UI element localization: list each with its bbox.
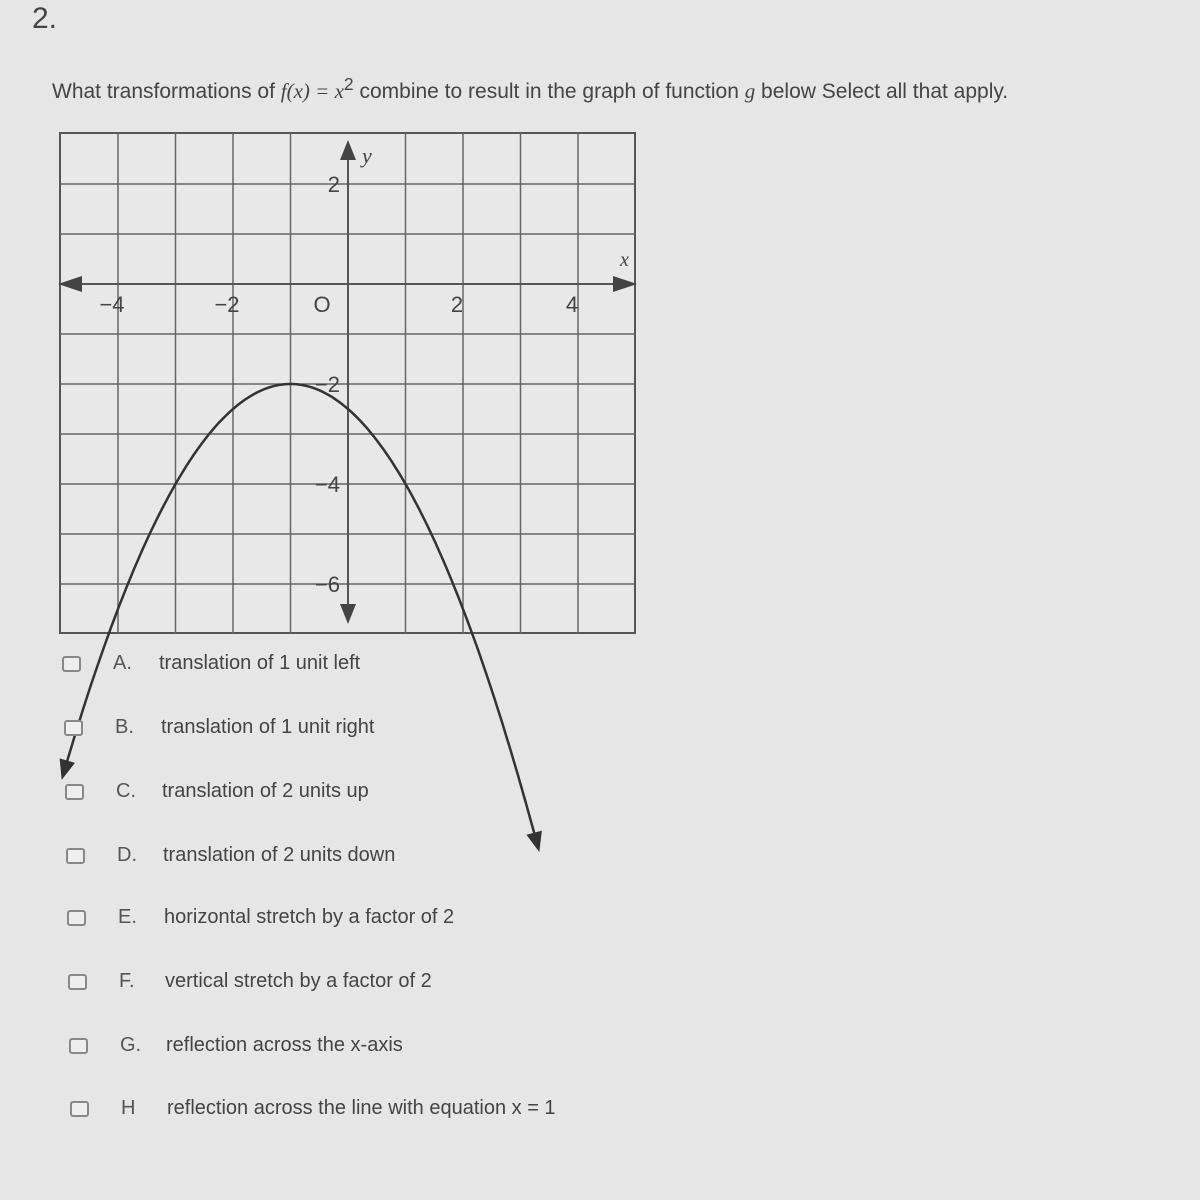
- y-tick-label: 2: [327, 172, 340, 197]
- x-tick-label: 2: [450, 292, 464, 317]
- choice-d-checkbox[interactable]: [66, 848, 85, 864]
- choice-h-checkbox[interactable]: [70, 1101, 89, 1117]
- choice-f-text: vertical stretch by a factor of 2: [165, 970, 432, 992]
- choice-a-letter: A.: [113, 652, 132, 674]
- choice-d-text: translation of 2 units down: [163, 844, 396, 866]
- x-tick-label: 4: [565, 292, 579, 317]
- choice-b[interactable]: [64, 716, 374, 739]
- choice-f-letter: F.: [119, 970, 135, 992]
- choice-g-text: reflection across the x-axis: [166, 1034, 403, 1056]
- x-tick-label: O: [313, 292, 331, 317]
- x-tick-label: −2: [214, 292, 240, 317]
- y-axis-label: y: [362, 143, 372, 168]
- prompt-text-before: What transformations of: [52, 80, 281, 103]
- curve-right-arrow: [526, 831, 541, 852]
- choice-a-text: translation of 1 unit left: [159, 652, 361, 674]
- choice-d-letter: D.: [117, 844, 137, 866]
- choice-e-letter: E.: [118, 906, 137, 928]
- choice-f-checkbox[interactable]: [68, 974, 87, 990]
- choice-c-checkbox[interactable]: [65, 784, 84, 800]
- choice-d[interactable]: [66, 844, 395, 867]
- y-tick-label: −6: [314, 572, 340, 597]
- choice-a[interactable]: [62, 652, 360, 675]
- choice-a-checkbox[interactable]: [62, 656, 81, 672]
- curve-left-arrow: [60, 758, 75, 779]
- choice-b-letter: B.: [115, 716, 134, 738]
- y-tick-label: −4: [314, 472, 340, 497]
- choice-g-checkbox[interactable]: [69, 1038, 88, 1054]
- y-tick-label: −2: [314, 372, 340, 397]
- choice-b-checkbox[interactable]: [64, 720, 83, 736]
- choice-b-text: translation of 1 unit right: [161, 716, 375, 738]
- prompt-function-f: f(x) = x: [280, 79, 344, 103]
- x-axis-label: x: [620, 249, 629, 271]
- choice-h-text: reflection across the line with equation x = 1: [167, 1097, 556, 1119]
- prompt-function-g: g: [744, 79, 756, 103]
- choice-h-letter: H: [121, 1097, 136, 1119]
- prompt-exponent: 2: [343, 74, 354, 94]
- prompt-text-after: below Select all that apply.: [755, 80, 1009, 103]
- choice-f[interactable]: [68, 970, 432, 993]
- question-number: 2.: [32, 2, 58, 35]
- choice-h[interactable]: [70, 1097, 556, 1120]
- choice-c-text: translation of 2 units up: [162, 780, 369, 802]
- choice-c[interactable]: [65, 780, 369, 803]
- x-tick-label: −4: [99, 292, 125, 317]
- choice-g[interactable]: [69, 1034, 403, 1057]
- choice-g-letter: G.: [120, 1034, 142, 1056]
- prompt-text-middle: combine to result in the graph of function: [353, 80, 745, 103]
- choice-e-text: horizontal stretch by a factor of 2: [164, 906, 455, 928]
- choice-c-letter: C.: [116, 780, 136, 802]
- choice-e[interactable]: [67, 906, 454, 929]
- choice-e-checkbox[interactable]: [67, 910, 86, 926]
